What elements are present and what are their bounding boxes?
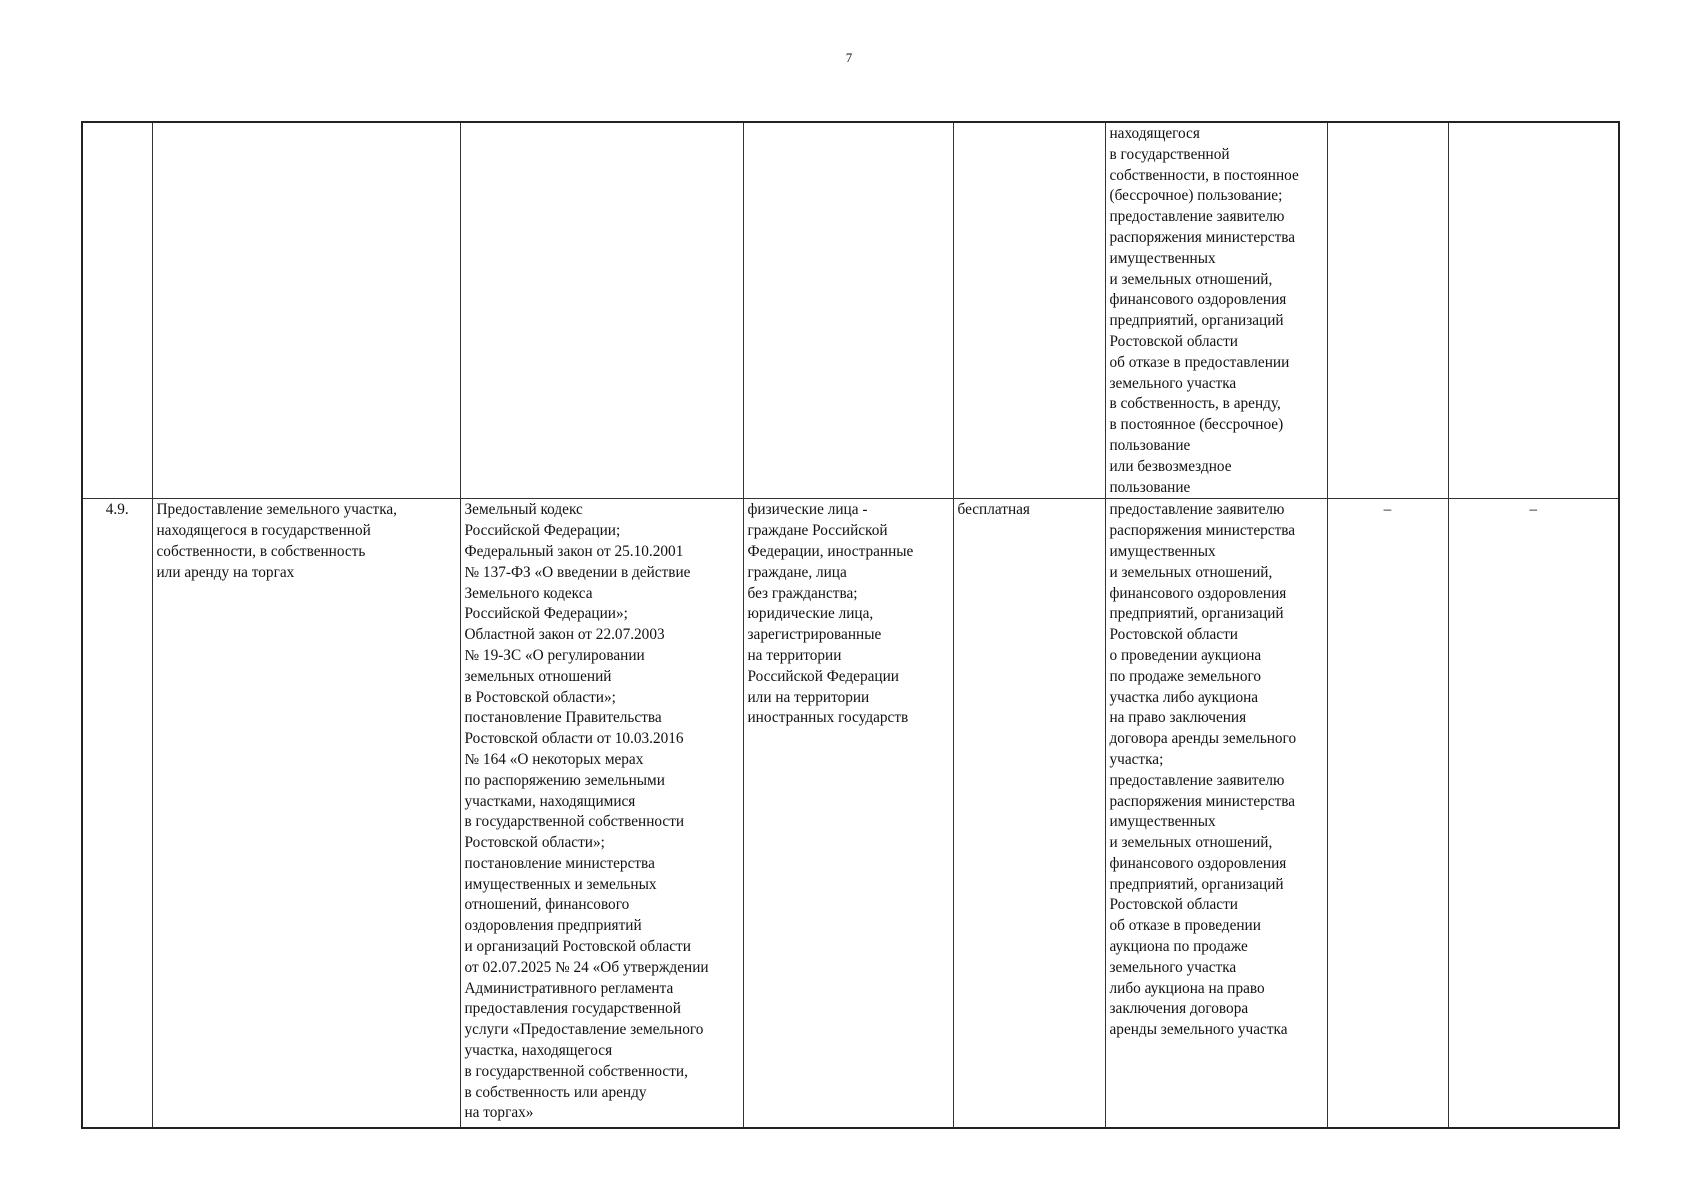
column-8-cell xyxy=(1448,122,1619,499)
column-8-cell: – xyxy=(1448,499,1619,1129)
payment-cell: бесплатная xyxy=(953,499,1105,1129)
applicants-cell: физические лица - граждане Российской Федерации, иностранные граждане, лица без гражданства; юридические лица, зарегистрированные на территории Российской Федерации или на территории иностранных государств xyxy=(743,499,953,1129)
column-7-cell: – xyxy=(1327,499,1448,1129)
services-table xyxy=(81,121,1620,1129)
column-7-cell xyxy=(1327,122,1448,499)
service-name-cell xyxy=(152,122,460,499)
result-cell: предоставление заявителю распоряжения министерства имущественных и земельных отношений, финансового оздоровления предприятий, организаций Ростовской области о проведении аукциона по продаже земельного участка либо аукциона на право заключения договора аренды земельного участка; предоставление заявителю распоряжения министерства имущественных и земельных отношений, финансового оздоровления предприятий, организаций Ростовской области об отказе в проведении аукциона по продаже земельного участка либо аукциона на право заключения договора аренды земельного участка xyxy=(1105,499,1327,1129)
payment-cell xyxy=(953,122,1105,499)
table-row xyxy=(82,499,1619,1129)
table-row xyxy=(82,122,1619,499)
row-number-cell xyxy=(82,122,152,499)
page-number: 7 xyxy=(845,50,853,65)
row-number-cell: 4.9. xyxy=(82,499,152,1129)
legal-basis-cell xyxy=(460,122,743,499)
applicants-cell xyxy=(743,122,953,499)
legal-basis-cell: Земельный кодекс Российской Федерации; Федеральный закон от 25.10.2001 № 137-ФЗ «О введении в действие Земельного кодекса Российской Федерации»; Областной закон от 22.07.2003 № 19-ЗС «О регулировании земельных отношений в Ростовской области»; постановление Правительства Ростовской области от 10.03.2016 № 164 «О некоторых мерах по распоряжению земельными участками, находящимися в государственной собственности Ростовской области»; постановление министерства имущественных и земельных отношений, финансового оздоровления предприятий и организаций Ростовской области от 02.07.2025 № 24 «Об утверждении Административного регламента предоставления государственной услуги «Предоставление земельного участка, находящегося в государственной собственности, в собственность или аренду на торгах» xyxy=(460,499,743,1129)
service-name-cell: Предоставление земельного участка, находящегося в государственной собственности, в собственность или аренду на торгах xyxy=(152,499,460,1129)
result-cell: находящегося в государственной собственности, в постоянное (бессрочное) пользование; предоставление заявителю распоряжения министерства имущественных и земельных отношений, финансового оздоровления предприятий, организаций Ростовской области об отказе в предоставлении земельного участка в собственность, в аренду, в постоянное (бессрочное) пользование или безвозмездное пользование xyxy=(1105,122,1327,499)
